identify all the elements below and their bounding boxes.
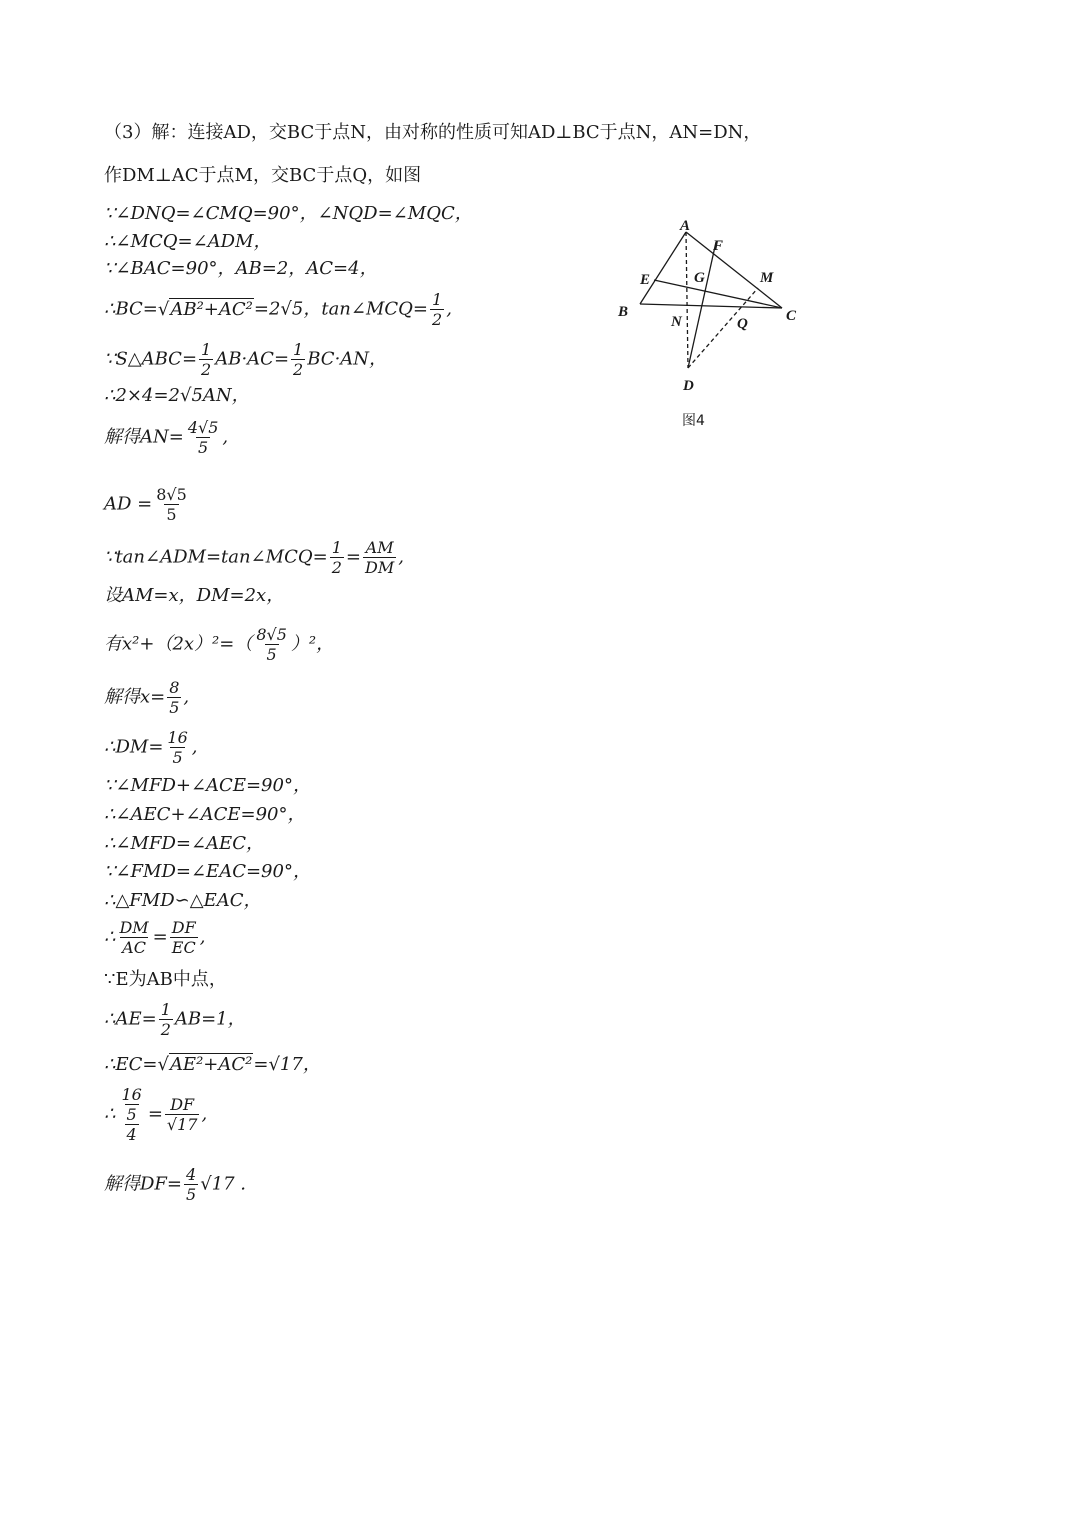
line-11: ∵tan∠ADM=tan∠MCQ= $\frac{1}{2}$ = $\frac{AM}{DM}$ , [104,538,404,577]
label-f: F [713,238,724,254]
geometry-figure [610,218,810,438]
label-g: G [694,270,705,286]
line-7: ∵S△ABC= $\frac{1}{2}$ AB·AC= $\frac{1}{2}$ BC·AN， [104,340,388,379]
line-19: ∵∠FMD=∠EAC=90°， [104,861,311,882]
line-15: ∴DM= $\frac{16}{5}$ , [104,728,198,767]
line-14: 解得x= $\frac{8}{5}$ , [104,678,190,717]
line-12: 设AM=x，DM=2x， [104,585,285,606]
line-26: 解得DF= $\frac{4}{5}$ √17 . [104,1165,247,1204]
label-q: Q [737,316,748,332]
line-22: ∵E为AB中点， [104,969,227,990]
line-16: ∵∠MFD+∠ACE=90°， [104,775,311,796]
line-17: ∴∠AEC+∠ACE=90°， [104,804,306,825]
line-25: ∴ $\frac{\frac{16}{5}}{4}$ = $\frac{DF}{√17}$ , [104,1085,208,1144]
line-24: ∴EC=√AE²+AC²=√17， [104,1054,321,1075]
line-3: ∵∠DNQ=∠CMQ=90°，∠NQD=∠MQC， [104,203,473,224]
segment-ab [640,232,686,304]
line-9: 解得AN= $\frac{4√5}{5}$ , [104,418,229,457]
line-13: 有x²+（2x）²=（ $\frac{8√5}{5}$ ）²， [104,625,335,664]
label-m: M [760,270,774,286]
label-d: D [683,378,694,394]
line-4: ∴∠MCQ=∠ADM， [104,231,272,252]
label-c: C [786,308,797,324]
line-8: ∴2×4=2√5AN， [104,385,250,406]
line-2: 作DM⊥AC于点M，交BC于点Q，如图 [104,165,422,186]
line-18: ∴∠MFD=∠AEC， [104,833,264,854]
line-10: AD = $\frac{8√5}{5}$ [104,485,187,524]
figure-caption: 图4 [682,413,705,429]
label-a: A [680,218,691,234]
line-6: ∴BC=√AB²+AC²=2√5，tan∠MCQ= $\frac{1}{2}$ , [104,290,452,329]
line-5: ∵∠BAC=90°，AB=2，AC=4， [104,258,378,279]
line-20: ∴△FMD∽△EAC， [104,890,262,911]
segment-ad [686,232,688,368]
label-e: E [640,272,651,288]
label-n: N [671,314,682,330]
line-23: ∴AE= $\frac{1}{2}$ AB=1， [104,1000,246,1039]
segment-bc [640,304,782,308]
label-b: B [618,304,629,320]
line-1: （3）解：连接AD，交BC于点N，由对称的性质可知AD⊥BC于点N，AN=DN， [104,122,762,143]
line-21: ∴ $\frac{DM}{AC}$ = $\frac{DF}{EC}$ , [104,918,206,957]
